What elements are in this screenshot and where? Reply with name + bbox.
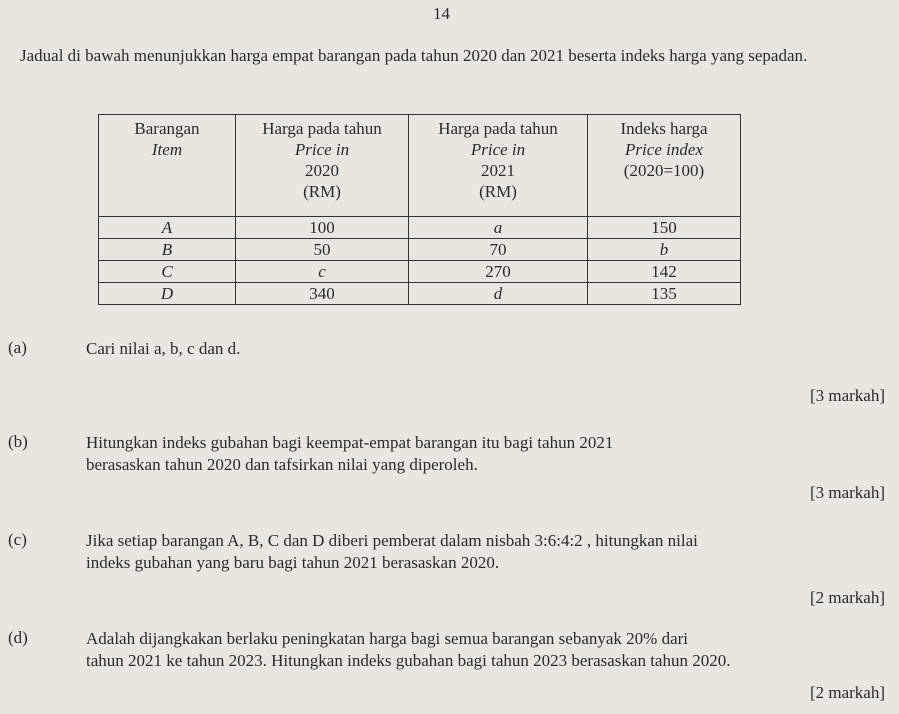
question-b-marks: [3 markah] [809,483,885,502]
header-price-index: Indeks harga Price index (2020=100) [588,115,741,217]
table-row [99,239,741,261]
cell-price-index: b [588,239,741,261]
header-price-2021: Harga pada tahun Price in 2021 (RM) [409,115,588,217]
cell-item: B [99,239,236,261]
question-c-marks: [2 markah] [809,588,885,607]
cell-price-2021: d [409,283,588,305]
question-a-label: (a) [8,338,27,357]
price-table [98,114,741,305]
table-header-row [99,115,741,217]
question-d-text [86,628,886,672]
question-d-line1: Adalah dijangkakan berlaku peningkatan harga bagi semua barangan sebanyak 20% dari [86,629,689,648]
table-row [99,261,741,283]
question-c-line1: Jika setiap barangan A, B, C dan D diberi pemberat dalam nisbah 3:6:4:2 , hitungkan nilai [86,531,698,550]
cell-item: C [99,261,236,283]
question-d-line2: tahun 2021 ke tahun 2023. Hitungkan indeks gubahan bagi tahun 2023 berasaskan tahun 2020. [86,651,731,670]
question-c-label: (c) [8,530,27,549]
intro-text: Jadual di bawah menunjukkan harga empat barangan pada tahun 2020 dan 2021 beserta indeks harga yang sepadan. [20,46,808,65]
question-a-text: Cari nilai a, b, c dan d. [86,339,241,358]
question-c-line2: indeks gubahan yang baru bagi tahun 2021 berasaskan 2020. [86,553,500,572]
table-row [99,283,741,305]
cell-price-2020: 50 [236,239,409,261]
cell-price-2021: 270 [409,261,588,283]
cell-price-2021: 70 [409,239,588,261]
cell-item: D [99,283,236,305]
question-b-line2: berasaskan tahun 2020 dan tafsirkan nilai yang diperoleh. [86,455,478,474]
table-row [99,217,741,239]
question-d-label: (d) [8,628,28,647]
header-price-2020: Harga pada tahun Price in 2020 (RM) [236,115,409,217]
cell-price-index: 135 [588,283,741,305]
cell-price-2021: a [409,217,588,239]
header-item: Barangan Item [99,115,236,217]
cell-item: A [99,217,236,239]
cell-price-index: 150 [588,217,741,239]
cell-price-2020: c [236,261,409,283]
question-c-text [86,530,886,574]
question-d-marks: [2 markah] [809,683,885,702]
cell-price-2020: 340 [236,283,409,305]
question-b-label: (b) [8,432,28,451]
question-b-line1: Hitungkan indeks gubahan bagi keempat-empat barangan itu bagi tahun 2021 [86,433,614,452]
question-a-marks: [3 markah] [809,386,885,405]
page-number: 14 [433,4,450,23]
question-b-text [86,432,886,476]
cell-price-index: 142 [588,261,741,283]
cell-price-2020: 100 [236,217,409,239]
